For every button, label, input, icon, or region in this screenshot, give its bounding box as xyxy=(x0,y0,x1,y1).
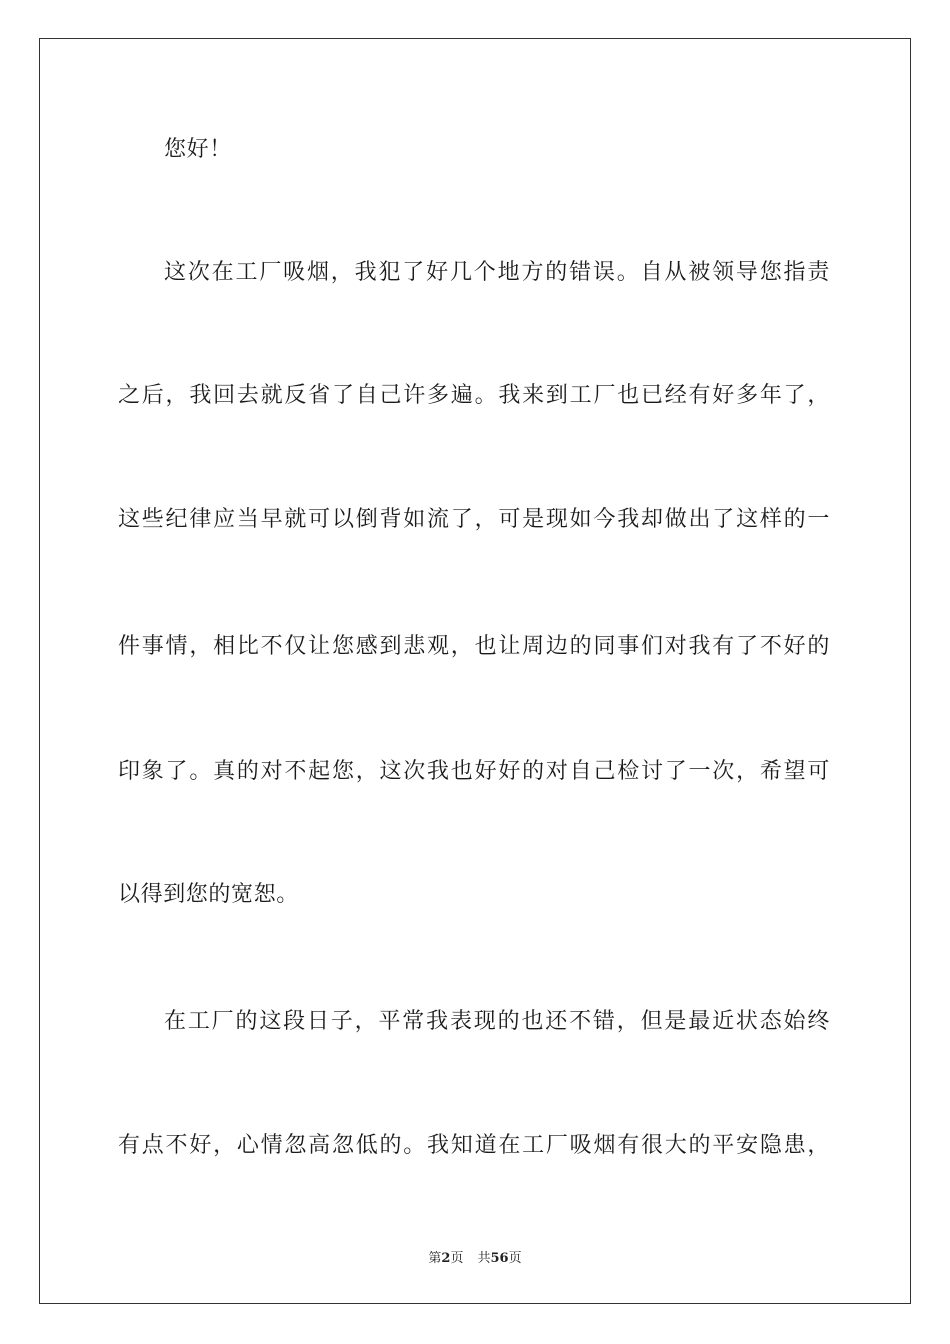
paragraph-line-5: 印象了。真的对不起您，这次我也好好的对自己检讨了一次，希望可 xyxy=(118,759,830,784)
paragraph-line-6: 以得到您的宽恕。 xyxy=(118,882,299,907)
footer-total-prefix: 共 xyxy=(477,1251,491,1266)
paragraph-line-2: 之后，我回去就反省了自己许多遍。我来到工厂也已经有好多年了， xyxy=(118,383,830,408)
paragraph-line-4: 件事情，相比不仅让您感到悲观，也让周边的同事们对我有了不好的 xyxy=(118,634,830,659)
footer-page-suffix: 页 xyxy=(450,1251,464,1266)
paragraph-line-3: 这些纪律应当早就可以倒背如流了，可是现如今我却做出了这样的一 xyxy=(118,507,830,532)
paragraph-line-8: 有点不好，心情忽高忽低的。我知道在工厂吸烟有很大的平安隐患， xyxy=(118,1133,830,1158)
page-footer xyxy=(0,1247,950,1266)
greeting-line: 您好！ xyxy=(164,137,232,162)
paragraph-line-7: 在工厂的这段日子，平常我表现的也还不错，但是最近状态始终 xyxy=(164,1009,830,1034)
footer-page-prefix: 第 xyxy=(428,1251,442,1266)
paragraph-line-1: 这次在工厂吸烟，我犯了好几个地方的错误。自从被领导您指责 xyxy=(164,260,830,285)
footer-total-suffix: 页 xyxy=(508,1251,522,1266)
footer-page-current: 2 xyxy=(441,1251,451,1266)
page-frame xyxy=(39,38,911,1304)
footer-page-total: 56 xyxy=(490,1251,509,1266)
